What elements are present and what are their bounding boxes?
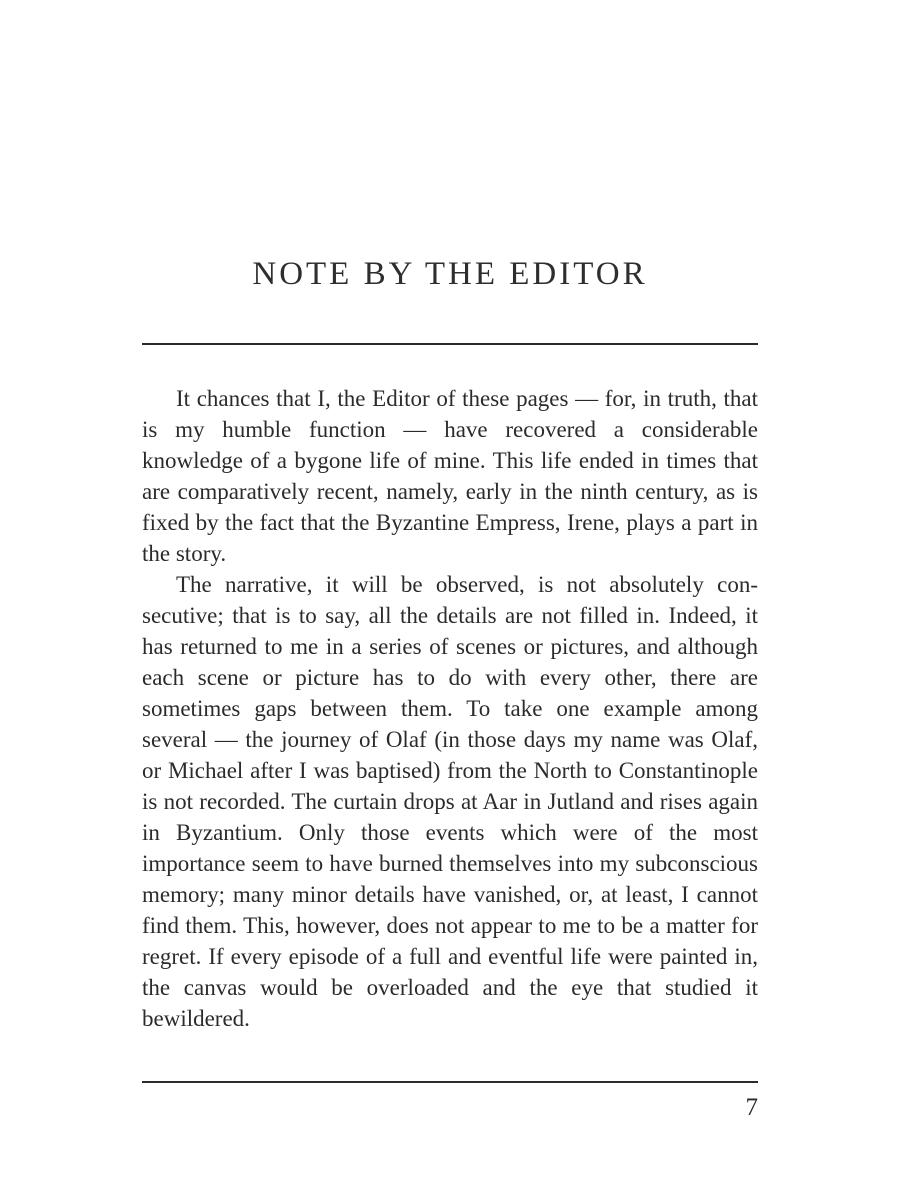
chapter-title: NOTE BY THE EDITOR — [252, 256, 648, 292]
page-number: 7 — [745, 1094, 758, 1121]
paragraph: The narrative, it will be observed, is not absolutely consecutive; that is to say, all the details are not filled in. Indeed, it has returned to me in a series of scenes or pictures, and although each scene or picture has to do with every other, there are sometimes gaps between them. To take one example among several — the journey of Olaf (in those days my name was Olaf, or Michael after I was baptised) from the North to Constantinople is not recorded. The curtain drops at Aar in Jutland and rises again in Byzantium. Only those events which were of the most importance seem to have burned themselves into my subconscious memory; many minor details have vanished, or, at least, I cannot find them. This, however, does not appear to me to be a matter for regret. If every episode of a full and eventful life were painted in, the canvas would be overloaded and the eye that studied it bewildered. — [142, 572, 758, 1031]
top-rule — [142, 343, 758, 345]
body-text — [142, 383, 758, 1034]
paragraph: It chances that I, the Editor of these pages — for, in truth, that is my humble function — have recovered a considerable knowledge of a bygone life of mine. This life ended in times that are comparatively recent, namely, early in the ninth century, as is fixed by the fact that the Byzantine Empress, Irene, plays a part in the story. — [142, 386, 758, 566]
bottom-rule — [142, 1081, 758, 1083]
